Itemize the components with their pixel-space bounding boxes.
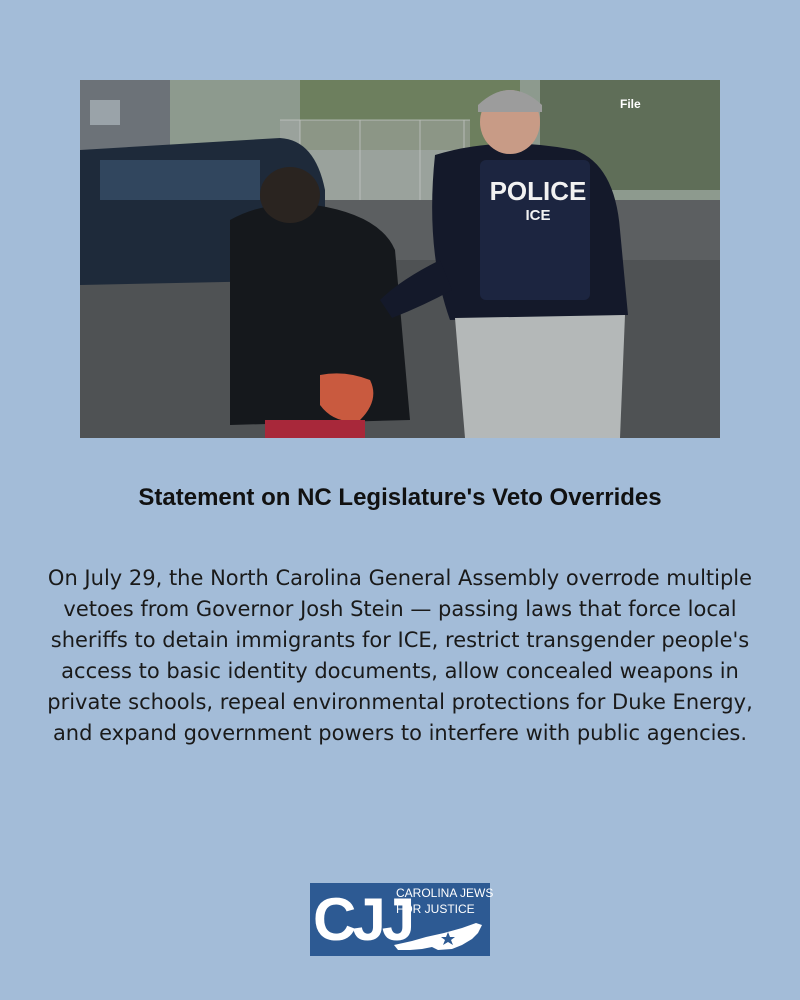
file-tag: File [620, 97, 641, 111]
statement-title: Statement on NC Legislature's Veto Overrides [138, 484, 662, 511]
north-carolina-star-icon [392, 919, 484, 953]
cjj-logo [310, 883, 494, 956]
vest-ice-text: ICE [525, 207, 551, 224]
logo-org-name-line2: FOR JUSTICE [396, 902, 475, 916]
arrest-photo-illustration [80, 80, 720, 438]
logo-org-name-line1: CAROLINA JEWS [396, 886, 494, 900]
logo-mark: CJJ [313, 886, 412, 953]
news-photo [80, 80, 720, 438]
statement-body: On July 29, the North Carolina General Assembly overrode multiple vetoes from Governor Josh Stein — passing laws that force local sheriffs to detain immigrants for ICE, restrict transgender people's access to basic identity documents, allow concealed weapons in private schools, repeal environmental protections for Duke Energy, and expand government powers to interfere with public agencies. [47, 566, 753, 745]
vest-police-text: POLICE [489, 176, 587, 206]
